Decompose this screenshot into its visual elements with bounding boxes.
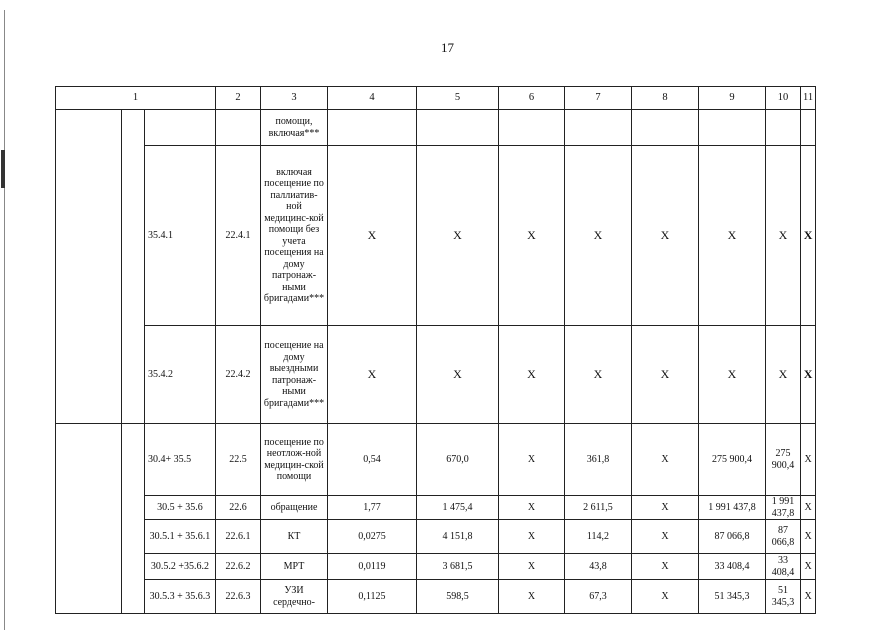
data-table xyxy=(55,86,816,614)
header-row xyxy=(56,87,816,110)
value-cell-4: X xyxy=(328,146,417,326)
value-cell-9: 87 066,8 xyxy=(699,520,766,554)
value-cell-4: 0,54 xyxy=(328,424,417,496)
header-cell-8: 8 xyxy=(632,87,699,110)
code-col2-cell xyxy=(216,110,261,146)
value-cell-10: X xyxy=(766,146,801,326)
value-cell-5: 3 681,5 xyxy=(417,554,499,580)
value-cell-6: X xyxy=(499,554,565,580)
header-cell-5: 5 xyxy=(417,87,499,110)
header-cell-1: 1 xyxy=(56,87,216,110)
value-cell-10 xyxy=(766,110,801,146)
table-row xyxy=(56,146,816,326)
value-cell-9: 1 991 437,8 xyxy=(699,496,766,520)
code-col2-cell: 22.4.1 xyxy=(216,146,261,326)
value-cell-7: 43,8 xyxy=(565,554,632,580)
name-cell: посещение на дому выездными патронаж-ными бригадами*** xyxy=(261,326,328,424)
code-col1-cell: 30.5 + 35.6 xyxy=(145,496,216,520)
header-cell-4: 4 xyxy=(328,87,417,110)
value-cell-5: X xyxy=(417,326,499,424)
code-col2-cell: 22.6 xyxy=(216,496,261,520)
value-cell-9: 275 900,4 xyxy=(699,424,766,496)
value-cell-7 xyxy=(565,110,632,146)
value-cell-9: 33 408,4 xyxy=(699,554,766,580)
code-col1-cell xyxy=(145,110,216,146)
table-row xyxy=(56,326,816,424)
value-cell-6: X xyxy=(499,424,565,496)
value-cell-9: X xyxy=(699,146,766,326)
name-cell: включая посещение по паллиатив-ной медицинс-кой помощи без учета посещения на дому патронаж-ными бригадами*** xyxy=(261,146,328,326)
value-cell-11 xyxy=(801,110,816,146)
value-cell-10: 275 900,4 xyxy=(766,424,801,496)
table-row xyxy=(56,554,816,580)
value-cell-11: X xyxy=(801,580,816,614)
value-cell-10: 33 408,4 xyxy=(766,554,801,580)
value-cell-4: 0,1125 xyxy=(328,580,417,614)
scan-margin-mark xyxy=(1,150,5,188)
code-col1-cell: 30.4+ 35.5 xyxy=(145,424,216,496)
code-col2-cell: 22.5 xyxy=(216,424,261,496)
value-cell-9 xyxy=(699,110,766,146)
value-cell-6: X xyxy=(499,326,565,424)
value-cell-8: X xyxy=(632,554,699,580)
code-col2-cell: 22.6.2 xyxy=(216,554,261,580)
code-col1-cell: 30.5.1 + 35.6.1 xyxy=(145,520,216,554)
value-cell-11: X xyxy=(801,326,816,424)
value-cell-8: X xyxy=(632,424,699,496)
value-cell-5: 670,0 xyxy=(417,424,499,496)
value-cell-4: 0,0275 xyxy=(328,520,417,554)
code-col2-cell: 22.6.1 xyxy=(216,520,261,554)
code-col1-cell: 30.5.3 + 35.6.3 xyxy=(145,580,216,614)
value-cell-6: X xyxy=(499,146,565,326)
value-cell-11: X xyxy=(801,554,816,580)
value-cell-5 xyxy=(417,110,499,146)
blank-cell xyxy=(122,110,145,424)
value-cell-5: 4 151,8 xyxy=(417,520,499,554)
value-cell-7: 2 611,5 xyxy=(565,496,632,520)
code-col2-cell: 22.6.3 xyxy=(216,580,261,614)
value-cell-10: 1 991 437,8 xyxy=(766,496,801,520)
value-cell-6 xyxy=(499,110,565,146)
value-cell-11: X xyxy=(801,424,816,496)
page-number: 17 xyxy=(441,40,454,55)
header-cell-9: 9 xyxy=(699,87,766,110)
name-cell: обращение xyxy=(261,496,328,520)
header-cell-6: 6 xyxy=(499,87,565,110)
value-cell-6: X xyxy=(499,496,565,520)
value-cell-5: 1 475,4 xyxy=(417,496,499,520)
value-cell-11: X xyxy=(801,520,816,554)
code-col1-cell: 35.4.1 xyxy=(145,146,216,326)
value-cell-8: X xyxy=(632,496,699,520)
value-cell-4: 1,77 xyxy=(328,496,417,520)
blank-cell xyxy=(56,110,122,424)
value-cell-7: 361,8 xyxy=(565,424,632,496)
value-cell-8: X xyxy=(632,580,699,614)
name-cell: КТ xyxy=(261,520,328,554)
value-cell-7: 114,2 xyxy=(565,520,632,554)
name-cell: посещение по неотлож-ной медицин-ской помощи xyxy=(261,424,328,496)
value-cell-10: 87 066,8 xyxy=(766,520,801,554)
header-cell-7: 7 xyxy=(565,87,632,110)
header-cell-3: 3 xyxy=(261,87,328,110)
table-row xyxy=(56,496,816,520)
value-cell-11: X xyxy=(801,146,816,326)
value-cell-7: 67,3 xyxy=(565,580,632,614)
code-col1-cell: 35.4.2 xyxy=(145,326,216,424)
value-cell-9: 51 345,3 xyxy=(699,580,766,614)
value-cell-9: X xyxy=(699,326,766,424)
scan-edge-line xyxy=(4,10,5,630)
value-cell-8: X xyxy=(632,326,699,424)
table-row xyxy=(56,520,816,554)
blank-cell xyxy=(122,424,145,614)
value-cell-6: X xyxy=(499,520,565,554)
value-cell-10: X xyxy=(766,326,801,424)
table-row xyxy=(56,110,816,146)
blank-cell xyxy=(56,424,122,614)
value-cell-5: 598,5 xyxy=(417,580,499,614)
header-cell-2: 2 xyxy=(216,87,261,110)
table-row xyxy=(56,580,816,614)
value-cell-11: X xyxy=(801,496,816,520)
value-cell-4: X xyxy=(328,326,417,424)
value-cell-6: X xyxy=(499,580,565,614)
name-cell: УЗИ сердечно- xyxy=(261,580,328,614)
value-cell-8 xyxy=(632,110,699,146)
value-cell-7: X xyxy=(565,326,632,424)
value-cell-5: X xyxy=(417,146,499,326)
name-cell: помощи, включая*** xyxy=(261,110,328,146)
table-row xyxy=(56,424,816,496)
header-cell-11: 11 xyxy=(801,87,816,110)
name-cell: МРТ xyxy=(261,554,328,580)
header-cell-10: 10 xyxy=(766,87,801,110)
value-cell-8: X xyxy=(632,146,699,326)
value-cell-10: 51 345,3 xyxy=(766,580,801,614)
value-cell-8: X xyxy=(632,520,699,554)
value-cell-4: 0,0119 xyxy=(328,554,417,580)
value-cell-4 xyxy=(328,110,417,146)
value-cell-7: X xyxy=(565,146,632,326)
code-col1-cell: 30.5.2 +35.6.2 xyxy=(145,554,216,580)
code-col2-cell: 22.4.2 xyxy=(216,326,261,424)
